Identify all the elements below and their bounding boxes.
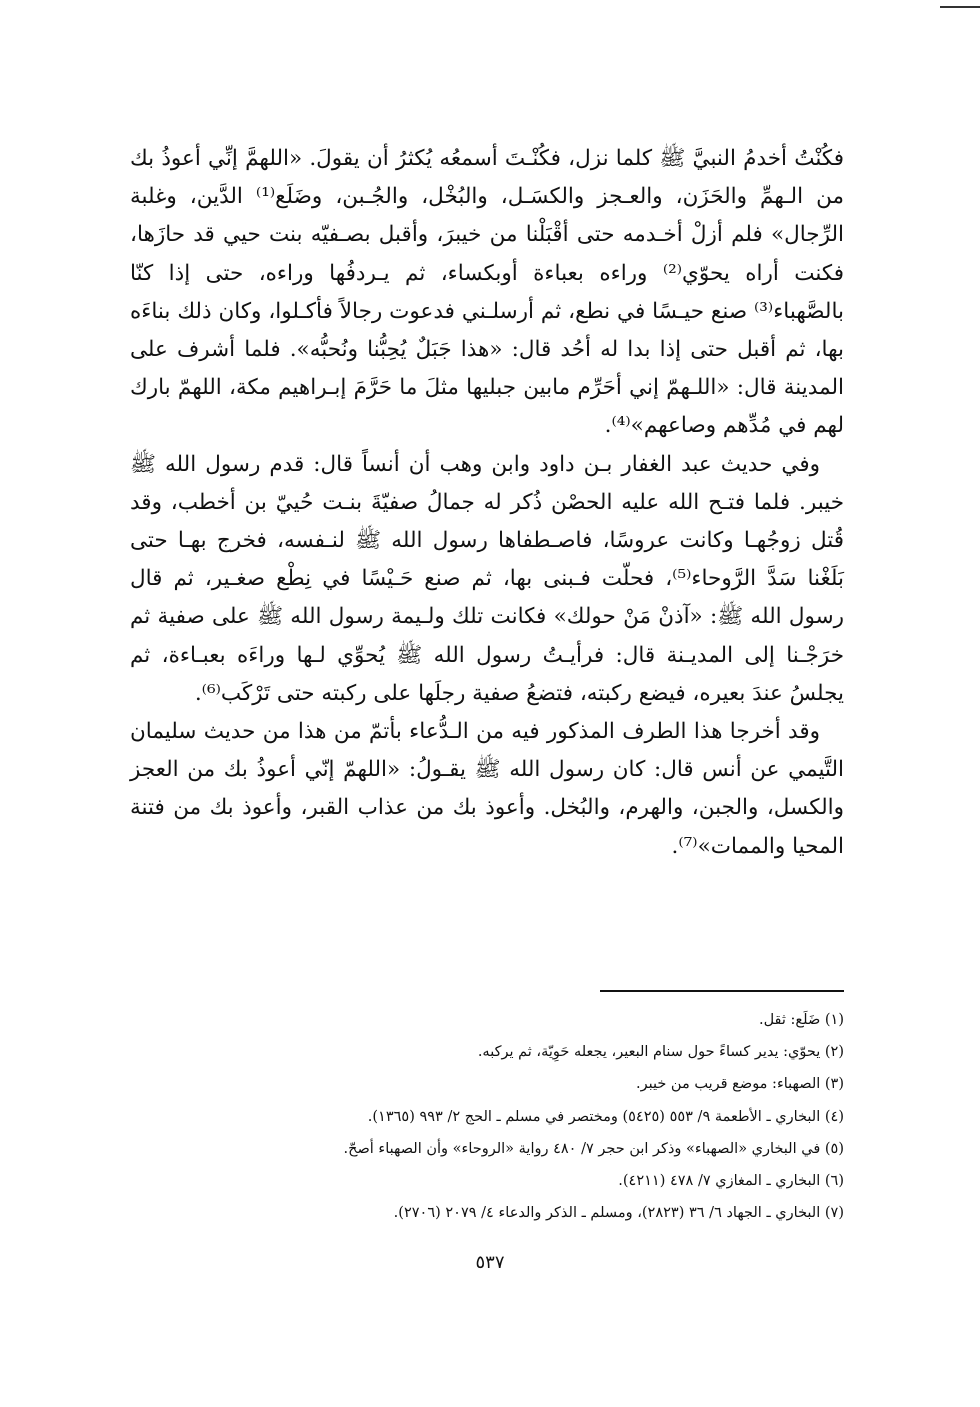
corner-mark [940, 6, 980, 8]
footnote-1: (١) ضَلَع: ثقل. [758, 1012, 844, 1028]
page-number: ٥٣٧ [475, 1252, 505, 1273]
footnote-7: (٧) البخاري ـ الجهاد ٦/ ٣٦ (٢٨٢٣)، ومسلم ـ الذكر والدعاء ٤/ ٢٠٧٩ (٢٧٠٦). [393, 1205, 844, 1222]
footnote-separator [600, 990, 844, 992]
footnote-2: (٢) يحوّي: يدير كساءً حول سنام البعير، يجعله حَوِيّة، ثم يركبه. [477, 1044, 844, 1061]
footnote-5: (٥) في البخاري «الصهباء» وذكر ابن حجر ٧/ ٤٨٠ رواية «الروحاء» وأن الصهباء أصحّ. [343, 1140, 844, 1157]
footnotes [160, 1004, 844, 1229]
paragraph-1: فكُنْتُ أخدمُ النبيَّ ﷺ كلما نزل، فكُنْـتَ أسمعُه يُكثرُ أن يقولَ. «اللهمَّ إنِّي أعوذُ بك من الـهمِّ والحَزَن، والعـجز والكسَـل، والبُخْل، والجُـبن، وضَلَع⁽¹⁾ الدَّين، وغلبة الرِّجال» فلم أزلْ أخـدمه حتى أقْبَلْنا من خيبرَ، وأقبل بصـفيّه بنت حيي قد حازَها، فكنت أراه يحوّي⁽²⁾ وراءه بعباءة أوبكساء، ثم يـردفُها وراءه، حتى إذا كنّا بالصَّهباء⁽³⁾ صنع حيـسًا في نطع، ثم أرسلـني فدعوت رجالاً فأكـلوا، وكان ذلك بناءَه بها، ثم أقبل حتى إذا بدا له أحُد قال: «هذا جَبَلٌ يُحِبُّنا ونُحبُّه». فلما أشرف على المدينة قال: «اللـهمّ إني أحَرِّم مابين جبليها مثلَ ما حَرَّمَ إبـراهيم مكة، اللهمّ بارك لهم في مُدِّهم وصاعهم»⁽⁴⁾. [130, 146, 844, 439]
footnote-4: (٤) البخاري ـ الأطعمة ٩/ ٥٥٣ (٥٤٢٥) ومختصر في مسلم ـ الحج ٢/ ٩٩٣ (١٣٦٥). [367, 1108, 844, 1125]
footnote-3: (٣) الصهباء: موضع قريب من خيبر. [636, 1076, 844, 1093]
main-text [130, 140, 844, 866]
paragraph-3: وقد أخرجا هذا الطرف المذكور فيه من الـدُّعاء بأتمّ من هذا من حديث سليمان التَّيمي عن أنس قال: كان رسول الله ﷺ يقـولُ: «اللهمّ إنّي أعوذُ بك من العجز والكسل، والجبن، والهرم، والبُخل. وأعوذ بك من عذاب القبر، وأعوذ بك من فتنة المحيا والممات»⁽⁷⁾. [130, 719, 844, 859]
footnote-6: (٦) البخاري ـ المغازي ٧/ ٤٧٨ (٤٢١١). [618, 1173, 844, 1190]
paragraph-2: وفي حديث عبد الغفار بـن داود وابن وهب أن أنساً قال: قدم رسول الله ﷺ خيبر. فلما فتـح الله عليه الحصْن ذُكر له جمالُ صفيّةَ بنـت حُييّ بن أخطب، وقد قُتل زوجُهـا وكانت عروسًا، فاصـطفاها رسول الله ﷺ لنـفسه، فخرج بهـا حتى بَلَغْنا سَدَّ الرَّوحاء⁽⁵⁾، فحلّت فـبنى بها، ثم صنع حَـيْسًا في نِطْع صغـير، ثم قال رسول الله ﷺ: «آذنْ مَنْ حولك» فكانت تلك ولـيمة رسول الله ﷺ على صفية ثم خرَجْـنا إلى المديـنة قال: فرأيـتُ رسول الله ﷺ يُحوِّي لـها وراءَه بعبـاءة، ثم يجلسُ عندَ بعيره، فيضع ركبته، فتضعُ صفية رجلَها على ركبته حتى تَرْكَب⁽⁶⁾. [130, 451, 844, 706]
